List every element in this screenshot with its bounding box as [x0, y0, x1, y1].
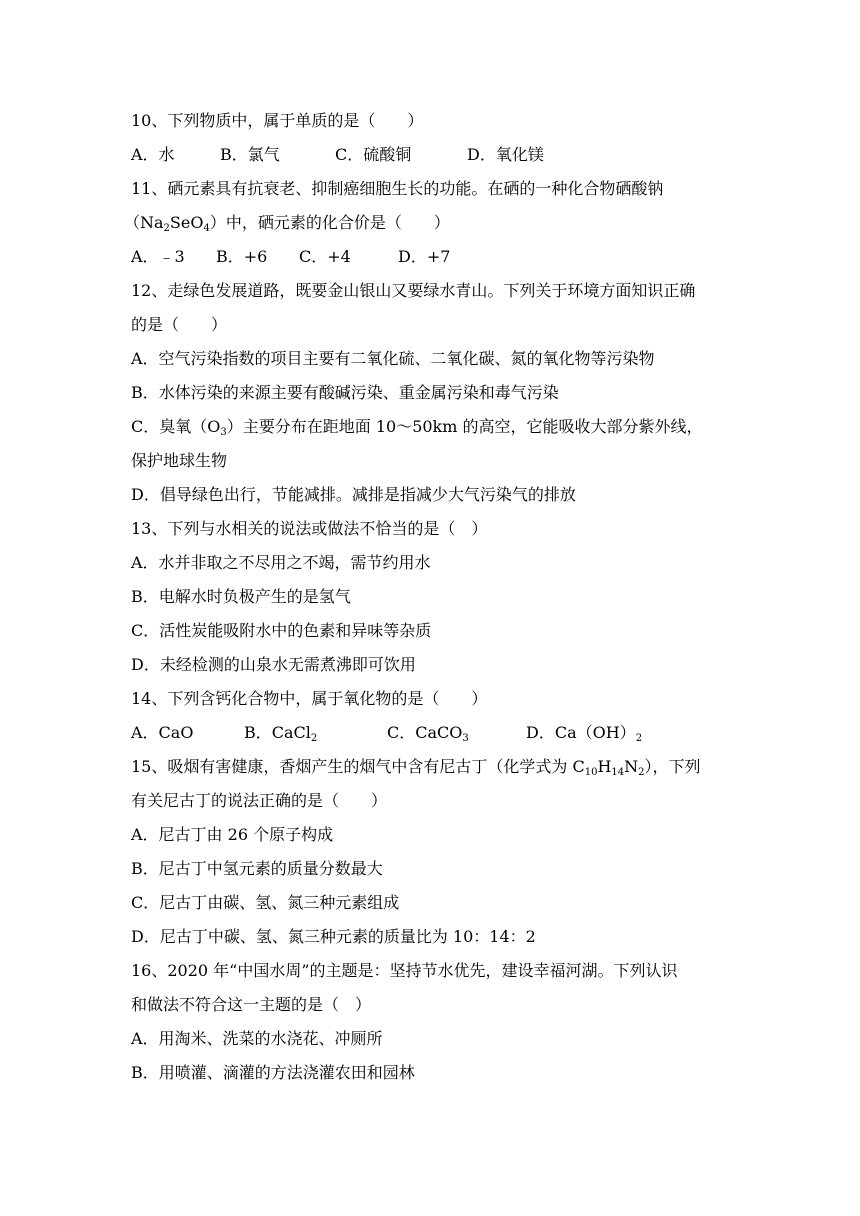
q11-option-a: A．﹣3	[131, 247, 185, 266]
q14-option-c-pre: C．CaCO	[387, 723, 463, 742]
q11-stem-line1-text: 11、硒元素具有抗衰老、抑制癌细胞生长的功能。在硒的一种化合物硒酸钠	[131, 179, 664, 198]
q13-option-d-text: D．未经检测的山泉水无需煮沸即可饮用	[131, 655, 416, 674]
q15-formula-sub1: 10	[584, 767, 598, 778]
q15-stem-line2	[131, 791, 387, 811]
q14-option-d-sub: 2	[635, 733, 643, 744]
q12-option-b	[131, 383, 559, 403]
q14-option-a: A．CaO	[131, 723, 194, 742]
q15-option-c	[131, 893, 399, 913]
q12-stem-line2	[131, 315, 227, 335]
q12-option-a	[131, 349, 655, 369]
q11-formula-mid: SeO	[169, 213, 204, 232]
q12-option-c-post: ）主要分布在距地面 10～50km 的高空，它能吸收大部分紫外线，	[226, 417, 703, 436]
q14-option-d	[526, 723, 642, 743]
q15-stem-line2-text: 有关尼古丁的说法正确的是（ ）	[131, 791, 388, 810]
q15-option-a	[131, 825, 333, 845]
q15-option-c-text: C．尼古丁由碳、氢、氮三种元素组成	[131, 893, 400, 912]
q14-stem-text: 14、下列含钙化合物中，属于氧化物的是（ ）	[131, 689, 488, 708]
q12-stem-line2-text: 的是（ ）	[131, 315, 228, 334]
q13-option-c-text: C．活性炭能吸附水中的色素和异味等杂质	[131, 621, 432, 640]
q15-option-b	[131, 859, 383, 879]
q14-option-c-sub: 3	[462, 733, 469, 744]
q11-option-d: D．+7	[398, 247, 451, 266]
q11-stem-line2	[124, 213, 450, 233]
q12-option-c-pre: C．臭氧（O	[131, 417, 221, 436]
q16-option-b-text: B．用喷灌、滴灌的方法浇灌农田和园林	[131, 1063, 415, 1082]
q13-option-b-text: B．电解水时负极产生的是氢气	[131, 587, 351, 606]
q14-option-b	[244, 723, 317, 743]
q16-option-a-text: A．用淘米、洗菜的水浇花、冲厕所	[131, 1029, 383, 1048]
q12-option-c-sub: 3	[220, 427, 227, 438]
q15-option-d-text: D．尼古丁中碳、氢、氮三种元素的质量比为 10：14：2	[131, 927, 536, 946]
q13-option-a	[131, 553, 431, 573]
q11-formula-sub2: 4	[203, 223, 210, 234]
q12-option-d-text: D．倡导绿色出行，节能减排。减排是指减少大气污染气的排放	[131, 485, 576, 504]
q14-option-d-pre: D．Ca（OH）	[526, 723, 636, 742]
q16-stem-line2-text: 和做法不符合这一主题的是（ ）	[131, 995, 372, 1014]
q14-option-b-pre: B．CaCl	[244, 723, 311, 742]
q15-formula-sub3: 2	[638, 767, 645, 778]
q11-stem-line2-rest: ）中，硒元素的化合价是（ ）	[209, 213, 450, 232]
q12-stem-line1	[131, 281, 695, 301]
q14-option-c	[387, 723, 469, 743]
q15-option-d	[131, 927, 536, 947]
q12-option-b-text: B．水体污染的来源主要有酸碱污染、重金属污染和毒气污染	[131, 383, 559, 402]
q13-option-d	[131, 655, 416, 675]
q16-stem-line2	[131, 995, 371, 1015]
q10-option-a: A．水	[131, 145, 175, 164]
q10-option-b: B．氯气	[220, 145, 280, 164]
q12-option-c	[131, 417, 703, 437]
q11-stem-line1	[131, 179, 663, 199]
q10-stem	[131, 111, 423, 131]
q10-option-d: D．氧化镁	[467, 145, 544, 164]
q15-stem-pre: 15、吸烟有害健康，香烟产生的烟气中含有尼古丁（化学式为 C	[131, 757, 585, 776]
q12-option-c-line2	[131, 451, 227, 471]
q16-option-b	[131, 1063, 415, 1083]
q14-option-b-sub: 2	[310, 733, 318, 744]
q12-stem-line1-text: 12、走绿色发展道路，既要金山银山又要绿水青山。下列关于环境方面知识正确	[131, 281, 696, 300]
q16-stem-line1-text: 16、2020 年“中国水周”的主题是：坚持节水优先，建设幸福河湖。下列认识	[131, 961, 678, 980]
q13-option-b	[131, 587, 351, 607]
q14-stem	[131, 689, 487, 709]
q13-option-c	[131, 621, 431, 641]
q12-option-c-line2-text: 保护地球生物	[131, 451, 228, 470]
q16-stem-line1	[131, 961, 678, 981]
q12-option-a-text: A．空气污染指数的项目主要有二氧化硫、二氧化碳、氮的氧化物等污染物	[131, 349, 655, 368]
q15-option-b-text: B．尼古丁中氢元素的质量分数最大	[131, 859, 383, 878]
q11-formula-sub1: 2	[163, 223, 170, 234]
q16-option-a	[131, 1029, 383, 1049]
q15-stem-post: ），下列	[644, 757, 701, 776]
q15-formula-mid1: H	[597, 757, 612, 776]
q13-stem-text: 13、下列与水相关的说法或做法不恰当的是（ ）	[131, 519, 488, 538]
q11-option-b: B．+6	[216, 247, 268, 266]
q15-stem-line1	[131, 757, 701, 777]
q11-option-c: C．+4	[299, 247, 351, 266]
q15-formula-mid2: N	[624, 757, 639, 776]
q15-formula-sub2: 14	[611, 767, 625, 778]
q13-option-a-text: A．水并非取之不尽用之不竭，需节约用水	[131, 553, 431, 572]
q10-option-c: C．硫酸铜	[335, 145, 412, 164]
q13-stem	[131, 519, 487, 539]
q12-option-d	[131, 485, 576, 505]
q11-formula-open: （Na	[124, 213, 164, 232]
q10-stem-text: 10、下列物质中，属于单质的是（ ）	[131, 111, 424, 130]
q15-option-a-text: A．尼古丁由 26 个原子构成	[131, 825, 334, 844]
